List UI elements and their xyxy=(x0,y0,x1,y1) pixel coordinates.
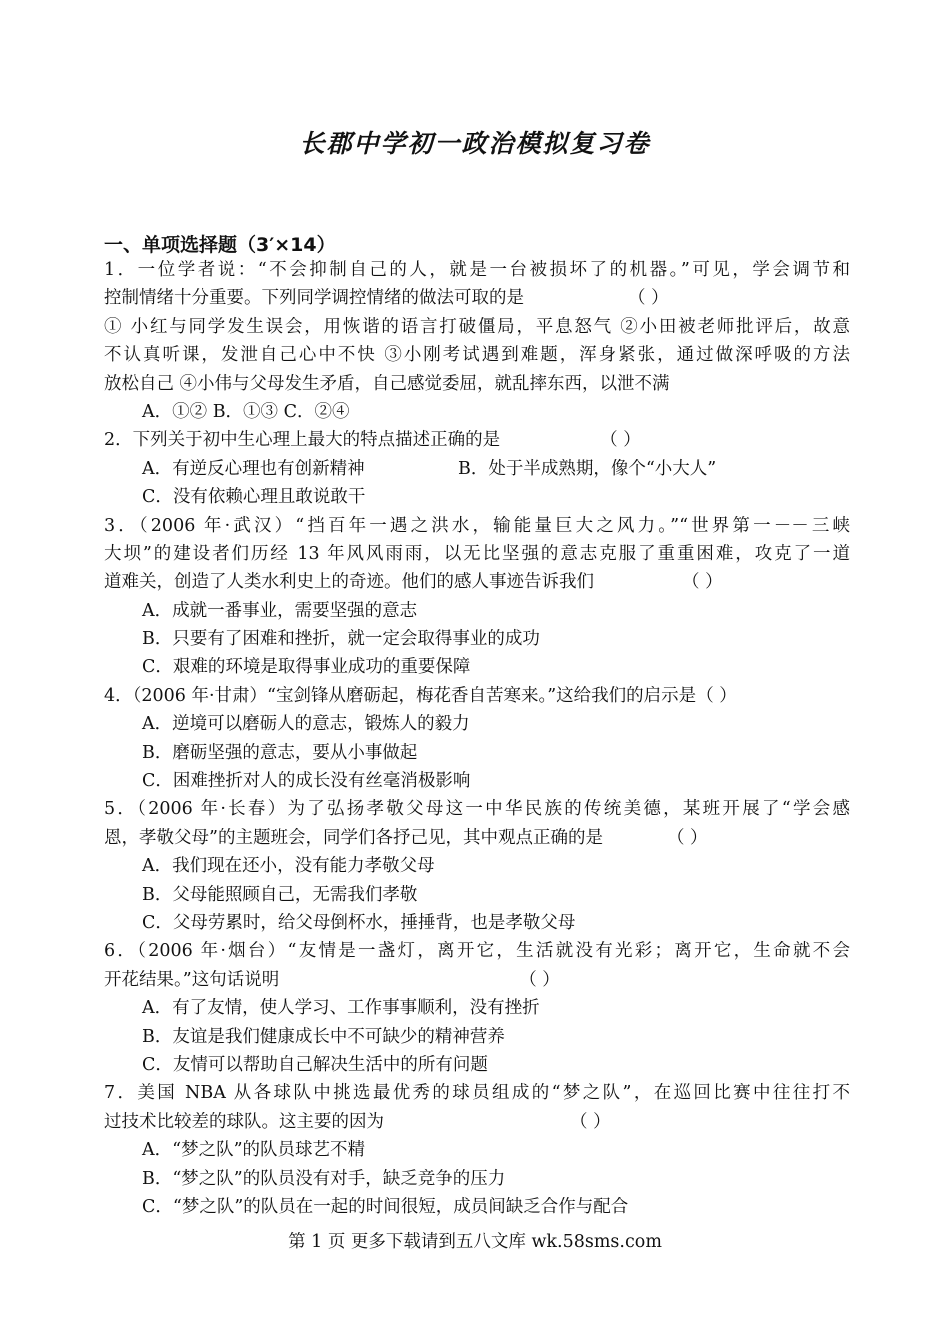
option-a: A．有逆反心理也有创新精神 xyxy=(142,458,365,479)
question-text-line: 大坝”的建设者们历经 13 年风风雨雨，以无比坚强的意志克服了重重困难，攻克了一道 xyxy=(104,543,850,564)
option-c: C．友情可以帮助自己解决生活中的所有问题 xyxy=(142,1054,488,1075)
option-c: C．艰难的环境是取得事业成功的重要保障 xyxy=(142,657,471,678)
answer-paren: （ ） xyxy=(600,430,641,451)
option-a: A．成就一番事业，需要坚强的意志 xyxy=(142,600,418,621)
answer-paren: （ ） xyxy=(666,827,708,848)
option-b: B．处于半成熟期，像个“小大人” xyxy=(458,458,717,479)
page-title: 长郡中学初一政治模拟复习卷 xyxy=(299,129,651,158)
question-text-line: 过技术比较差的球队。这主要的因为 （ ） xyxy=(104,1108,850,1136)
question-7 xyxy=(104,1079,850,1221)
option-b: B．父母能照顾自己，无需我们孝敬 xyxy=(142,884,418,905)
option-a: A．我们现在还小，没有能力孝敬父母 xyxy=(142,856,435,877)
option-c: C．父母劳累时，给父母倒杯水，捶捶背，也是孝敬父母 xyxy=(142,912,576,933)
question-text-line: 7．美国 NBA 从各球队中挑选最优秀的球员组成的“梦之队”，在巡回比赛中往往打不 xyxy=(104,1083,850,1104)
question-list xyxy=(104,256,850,1221)
question-1 xyxy=(104,256,850,426)
question-text-line: 3．（2006 年·武汉）“挡百年一遇之洪水，输能量巨大之风力。”“世界第一－－三峡 xyxy=(104,515,850,536)
page-footer: 第 1 页 更多下载请到五八文库 wk.58sms.com xyxy=(288,1232,662,1252)
question-text-line: 开花结果。”这句话说明 （ ） xyxy=(104,966,850,994)
question-4 xyxy=(104,682,850,796)
option-b: B．“梦之队”的队员没有对手，缺乏竞争的压力 xyxy=(142,1168,506,1189)
question-text-line: 4．（2006 年·甘肃）“宝剑锋从磨砺起，梅花香自苦寒来。”这给我们的启示是（ ） xyxy=(104,682,850,710)
option-c: C．“梦之队”的队员在一起的时间很短，成员间缺乏合作与配合 xyxy=(142,1196,629,1217)
question-text-line: 恩，孝敬父母”的主题班会，同学们各抒己见，其中观点正确的是 （ ） xyxy=(104,824,850,852)
question-text-line: 5．（2006 年·长春）为了弘扬孝敬父母这一中华民族的传统美德，某班开展了“学会感 xyxy=(104,799,850,820)
question-text-line: 控制情绪十分重要。下列同学调控情绪的做法可取的是 （ ） xyxy=(104,284,850,312)
question-2 xyxy=(104,426,850,511)
option-b: B．磨砺坚强的意志，要从小事做起 xyxy=(142,742,418,763)
answer-paren: （ ） xyxy=(519,969,560,990)
option-line: A．①② B．①③ C．②④ xyxy=(142,401,350,422)
option-c: C．没有依赖心理且敢说敢干 xyxy=(142,487,366,508)
question-text-line: 6．（2006 年·烟台）“友情是一盏灯，离开它，生活就没有光彩；离开它，生命就不会 xyxy=(104,941,850,962)
answer-paren: （ ） xyxy=(628,288,669,309)
option-b: B．只要有了困难和挫折，就一定会取得事业的成功 xyxy=(142,629,540,650)
option-b: B．友谊是我们健康成长中不可缺少的精神营养 xyxy=(142,1026,505,1047)
option-a: A．有了友情，使人学习、工作事事顺利，没有挫折 xyxy=(142,998,540,1019)
option-line xyxy=(104,455,850,483)
question-text-line: 2．下列关于初中生心理上最大的特点描述正确的是 （ ） xyxy=(104,426,850,454)
question-text-line: 道难关，创造了人类水利史上的奇迹。他们的感人事迹告诉我们 （ ） xyxy=(104,568,850,596)
answer-paren: （ ） xyxy=(570,1111,611,1132)
question-text-line: 1．一位学者说：“不会抑制自己的人，就是一台被损坏了的机器。”可见，学会调节和 xyxy=(104,260,850,280)
question-3 xyxy=(104,512,850,682)
question-text-line: 不认真听课，发泄自己心中不快 ③小刚考试遇到难题，浑身紧张，通过做深呼吸的方法 xyxy=(104,345,850,366)
question-text-line: 放松自己 ④小伟与父母发生矛盾，自己感觉委屈，就乱摔东西，以泄不满 xyxy=(104,373,670,394)
answer-paren: （ ） xyxy=(696,685,737,706)
option-c: C．困难挫折对人的成长没有丝毫消极影响 xyxy=(142,771,471,792)
question-text-line: ① 小红与同学发生误会，用恢谐的语言打破僵局，平息怒气 ②小田被老师批评后，故意 xyxy=(104,316,850,337)
answer-paren: （ ） xyxy=(682,572,723,593)
question-6 xyxy=(104,937,850,1079)
question-5 xyxy=(104,795,850,937)
section-heading: 一、单项选择题（3′×14） xyxy=(104,234,336,256)
option-a: A．“梦之队”的队员球艺不精 xyxy=(142,1140,366,1161)
option-a: A．逆境可以磨砺人的意志，锻炼人的毅力 xyxy=(142,714,470,735)
